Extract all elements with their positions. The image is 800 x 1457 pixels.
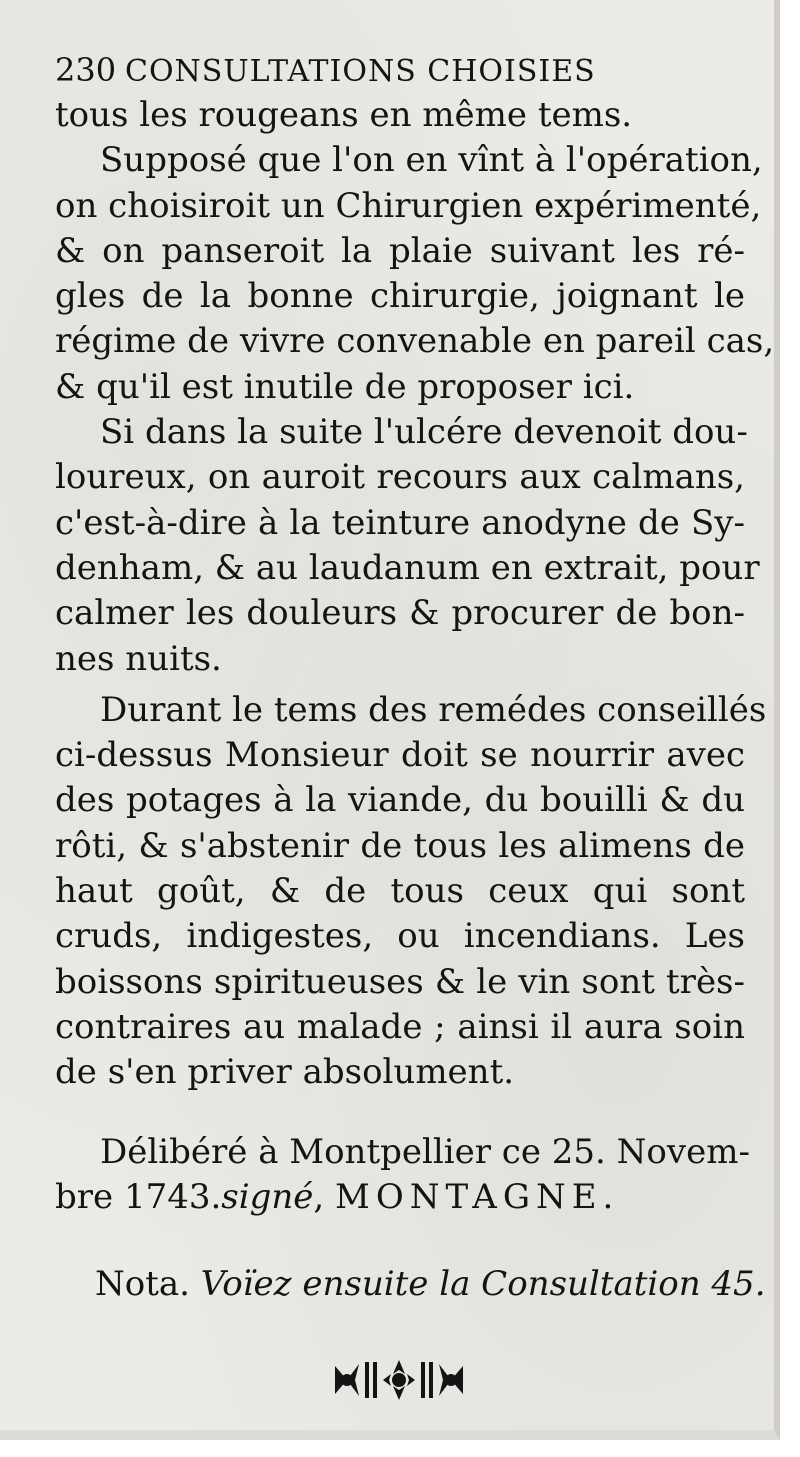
signature-line [55,1175,745,1220]
signature-block [55,1130,750,1221]
signature-date: bre 1743. [55,1176,222,1217]
text-line: contraires au malade ; ainsi il aura soin [55,1006,745,1047]
ornament-flourish-right [439,1364,463,1396]
page-header [55,48,745,93]
text-line: gles de la bonne chirurgie, joignant le [55,276,745,317]
signature-separator: , [313,1176,336,1217]
nota-text: Voïez ensuite la Consultation 45. [200,1264,766,1305]
signed-word: signé [221,1176,314,1217]
text-line: Supposé que l'on en vînt à l'opération, [100,140,763,181]
text-line: c'est-à-dire à la teinture anodyne de Sy- [55,502,745,543]
ornament-flourish-left [335,1364,359,1396]
nota-label: Nota. [95,1264,190,1305]
page-text [55,48,775,1307]
ornament-center [383,1360,415,1400]
text-line: denham, & au laudanum en extrait, pour [55,547,760,588]
paragraph [55,93,745,138]
text-line: calmer les douleurs & procurer de bon- [55,593,745,634]
running-head: CONSULTATIONS CHOISIES [125,54,596,89]
text-line: & qu'il est inutile de proposer ici. [55,366,635,407]
text-line: régime de vivre convenable en pareil cas, [55,321,775,362]
signer-name: MONTAGNE. [335,1176,620,1217]
text-line: tous les rougeans en même tems. [55,95,633,135]
signature-line: Délibéré à Montpellier ce 25. Novem- [100,1131,750,1172]
text-line: Durant le tems des remédes conseillés [100,689,767,730]
text-line: de s'en priver absolument. [55,1052,515,1093]
text-line: rôti, & s'abstenir de tous les alimens de [55,825,745,866]
text-line: cruds, indigestes, ou incendians. Les [55,916,745,957]
text-line: boissons spiritueuses & le vin sont très- [55,961,745,1002]
text-line: on choisiroit un Chirurgien expérimenté, [55,185,762,226]
text-line: & on panseroit la plaie suivant les ré- [55,230,745,271]
paragraph [55,410,760,682]
page-number: 230 [55,51,117,89]
text-line: haut goût, & de tous ceux qui sont [55,871,745,912]
text-line: Si dans la suite l'ulcére devenoit dou- [100,412,748,453]
paragraph [55,138,775,410]
paragraph [55,688,767,1096]
floral-ornament-icon [333,1356,465,1404]
text-line: loureux, on auroit recours aux calmans, [55,457,745,498]
text-line: des potages à la viande, du bouilli & du [55,780,745,821]
text-line: ci-dessus Monsieur doit se nourrir avec [55,735,745,776]
nota-line [55,1262,766,1307]
text-line: nes nuits. [55,638,222,679]
